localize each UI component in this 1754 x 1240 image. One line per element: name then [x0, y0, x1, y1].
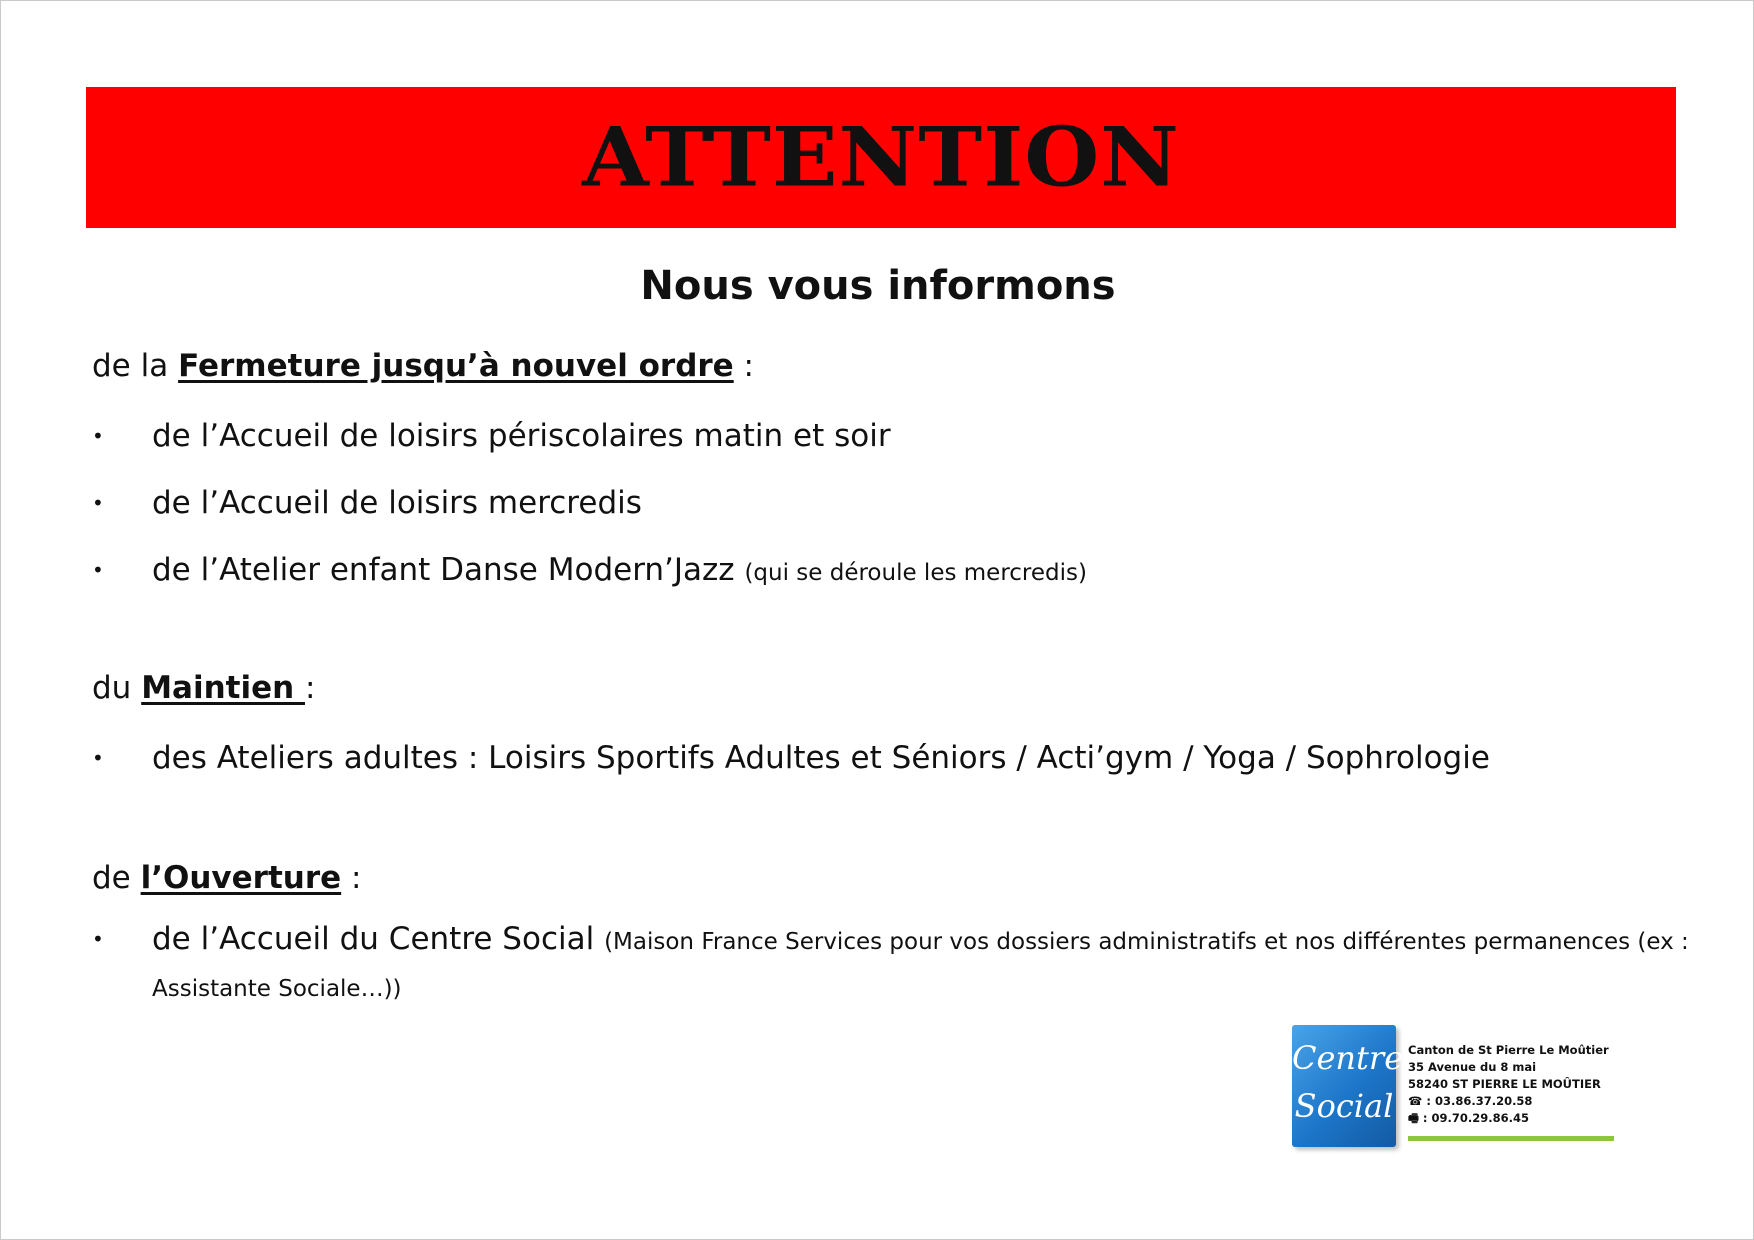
- closing-heading: [92, 348, 754, 384]
- phone-number: : 03.86.37.20.58: [1426, 1094, 1533, 1108]
- opening-emphasis: l’Ouverture: [140, 860, 342, 896]
- list-item-text: de l’Accueil de loisirs périscolaires matin et soir: [152, 418, 891, 454]
- logo-word-social: Social: [1294, 1087, 1394, 1125]
- list-item-text: des Ateliers adultes : Loisirs Sportifs Adultes et Séniors / Acti’gym / Yoga / Sophrologie: [152, 740, 1490, 776]
- bullet-icon: •: [92, 927, 104, 951]
- list-item-text: de l’Accueil de loisirs mercredis: [152, 485, 642, 521]
- banner-title: ATTENTION: [582, 109, 1180, 206]
- fax-line: [1408, 1110, 1609, 1127]
- opening-suffix: :: [341, 860, 362, 896]
- attention-banner: [86, 87, 1676, 228]
- opening-prefix: de: [92, 860, 141, 896]
- bullet-icon: •: [92, 746, 104, 770]
- list-item-note: (Maison France Services pour vos dossiers administratifs et nos différentes permanences (ex : Assistante Sociale…)): [152, 929, 1689, 1002]
- address-line: Canton de St Pierre Le Moûtier: [1408, 1043, 1609, 1057]
- subtitle: Nous vous informons: [640, 263, 1116, 309]
- maintained-suffix: :: [304, 670, 316, 706]
- address-line: 58240 ST PIERRE LE MOÛTIER: [1408, 1077, 1601, 1091]
- list-item-note: (qui se déroule les mercredis): [744, 560, 1087, 586]
- telephone-icon: ☎: [1408, 1094, 1423, 1108]
- closing-prefix: de la: [92, 348, 179, 384]
- bullet-icon: •: [92, 491, 104, 515]
- contact-block: [1408, 1042, 1609, 1127]
- closing-suffix: :: [733, 348, 755, 384]
- fax-icon: 🖷: [1408, 1111, 1419, 1125]
- logo-word-centre: Centre: [1292, 1039, 1404, 1077]
- maintained-emphasis: Maintien: [141, 670, 305, 706]
- phone-line: [1408, 1093, 1609, 1110]
- bullet-icon: •: [92, 558, 104, 582]
- accent-divider: [1408, 1136, 1614, 1141]
- closing-emphasis: Fermeture jusqu’à nouvel ordre: [178, 348, 734, 384]
- list-item-text: de l’Atelier enfant Danse Modern’Jazz: [152, 552, 745, 588]
- centre-social-logo: [1292, 1025, 1404, 1147]
- address-line: 35 Avenue du 8 mai: [1408, 1060, 1537, 1074]
- fax-number: : 09.70.29.86.45: [1422, 1111, 1529, 1125]
- bullet-icon: •: [92, 424, 104, 448]
- maintained-prefix: du: [92, 670, 142, 706]
- maintained-heading: [92, 670, 315, 706]
- list-item-text: de l’Accueil du Centre Social: [152, 921, 605, 957]
- opening-heading: [92, 860, 361, 896]
